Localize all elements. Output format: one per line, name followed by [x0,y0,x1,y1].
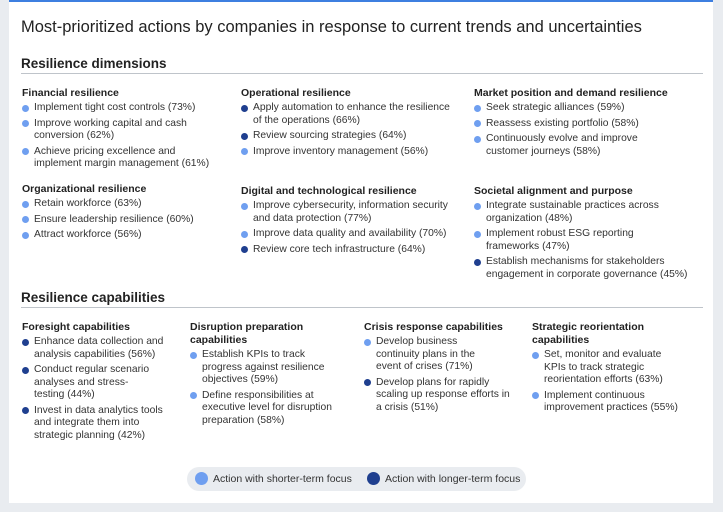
long-term-dot-icon [22,367,29,374]
item-text: Develop business continuity plans in the event of crises (71%) [376,336,476,372]
list-item [532,390,700,415]
long-term-dot-icon [22,407,29,414]
list-item [22,336,178,361]
short-term-dot-icon [190,352,197,359]
capabilities-heading: Resilience capabilities [21,290,166,305]
short-term-dot-icon [474,105,481,112]
short-term-dot-icon [532,352,539,359]
short-term-dot-icon [22,232,29,239]
item-text: Conduct regular scenario analyses and stress-testing (44%) [34,364,150,400]
group-market-position [474,87,700,161]
list-item [474,228,656,253]
group-title: Organizational resilience [22,183,147,195]
short-term-dot-icon [190,392,197,399]
item-text: Implement robust ESG reporting frameworks (47%) [486,228,634,252]
list-item [22,146,218,171]
group-title: Operational resilience [241,87,351,99]
item-text: Improve data quality and availability (70%) [253,228,447,239]
list-item [474,200,702,225]
list-item [474,102,700,115]
short-term-dot-icon [241,231,248,238]
list-item [241,244,463,257]
list-item [22,364,152,402]
group-strategic-reorientation [532,321,700,418]
short-term-dot-icon [22,105,29,112]
item-text: Establish mechanisms for stakeholders engagement in corporate governance (45%) [486,256,688,280]
list-item [241,130,453,143]
list-item [364,377,516,415]
short-term-dot-icon [22,201,29,208]
item-text: Review sourcing strategies (64%) [253,130,407,141]
item-text: Improve inventory management (56%) [253,145,429,157]
item-text: Attract workforce (56%) [34,229,142,240]
group-title: Financial resilience [22,87,119,99]
list-item [532,349,682,387]
list-item [22,102,218,115]
long-term-dot-icon [364,379,371,386]
short-term-dot-icon [364,339,371,346]
group-foresight [22,321,178,445]
short-term-dot-icon [474,136,481,143]
group-title: Digital and technological resilience [241,185,417,197]
group-title: Disruption preparation capabilities [190,321,304,346]
list-item [22,118,218,143]
short-term-legend-dot-icon [195,472,208,485]
short-term-dot-icon [22,120,29,127]
long-term-dot-icon [241,246,248,253]
long-term-dot-icon [22,339,29,346]
group-financial-resilience [22,87,218,174]
capabilities-divider [21,307,703,308]
item-text: Invest in data analytics tools and integrate them into strategic planning (42%) [34,404,163,441]
group-title: Crisis response capabilities [364,321,503,333]
legend-short-label: Action with shorter-term focus [213,473,352,485]
short-term-dot-icon [474,231,481,238]
list-item [22,198,218,211]
dimensions-heading: Resilience dimensions [21,56,167,71]
long-term-dot-icon [241,133,248,140]
list-item [241,102,453,127]
item-text: Implement continuous improvement practices (55%) [544,389,678,413]
list-item [22,214,218,227]
page-title: Most-prioritized actions by companies in response to current trends and uncertainties [21,18,642,36]
item-text: Define responsibilities at executive level for disruption preparation (58%) [202,389,332,426]
item-text: Continuously evolve and improve customer journeys (58%) [486,133,638,157]
group-operational-resilience [241,87,453,161]
group-organizational-resilience [22,183,218,245]
item-text: Implement tight cost controls (73%) [34,102,196,113]
short-term-dot-icon [22,148,29,155]
short-term-dot-icon [22,216,29,223]
group-societal-alignment [474,185,702,284]
list-item [190,390,342,428]
list-item [241,228,463,241]
group-title: Strategic reorientation capabilities [532,321,645,346]
item-text: Enhance data collection and analysis capabilities (56%) [34,336,164,360]
list-item [474,118,700,131]
group-title: Societal alignment and purpose [474,185,633,197]
list-item [241,146,453,159]
long-term-legend-dot-icon [367,472,380,485]
list-item [474,133,656,158]
list-item [22,405,178,443]
item-text: Reassess existing portfolio (58%) [486,117,639,129]
item-text: Set, monitor and evaluate KPIs to track strategic reorientation efforts (63%) [544,349,663,385]
item-text: Apply automation to enhance the resilience of the operations (66%) [253,102,450,126]
item-text: Integrate sustainable practices across organization (48%) [486,200,659,224]
group-digital-resilience [241,185,463,259]
dimensions-divider [21,73,703,74]
list-item [364,336,494,374]
item-text: Ensure leadership resilience (60%) [34,213,194,225]
item-text: Establish KPIs to track progress against resilience objectives (59%) [202,349,325,385]
actions-card [9,0,713,503]
short-term-dot-icon [241,203,248,210]
list-item [190,349,342,387]
legend [187,467,526,491]
short-term-dot-icon [241,148,248,155]
short-term-dot-icon [532,392,539,399]
group-disruption-preparation [190,321,342,430]
list-item [22,229,218,242]
item-text: Review core tech infrastructure (64%) [253,243,426,255]
item-text: Improve cybersecurity, information security and data protection (77%) [253,200,448,224]
list-item [241,200,463,225]
item-text: Develop plans for rapidly scaling up response efforts in a crisis (51%) [376,376,510,413]
short-term-dot-icon [474,203,481,210]
short-term-dot-icon [474,120,481,127]
item-text: Achieve pricing excellence and implement margin management (61%) [34,145,210,169]
long-term-dot-icon [474,259,481,266]
long-term-dot-icon [241,105,248,112]
item-text: Seek strategic alliances (59%) [486,102,625,113]
group-title: Market position and demand resilience [474,87,668,99]
group-title: Foresight capabilities [22,321,130,333]
item-text: Retain workforce (63%) [34,198,142,209]
legend-long-label: Action with longer-term focus [385,473,521,485]
item-text: Improve working capital and cash conversion (62%) [34,117,187,141]
group-crisis-response [364,321,524,417]
list-item [474,256,702,281]
